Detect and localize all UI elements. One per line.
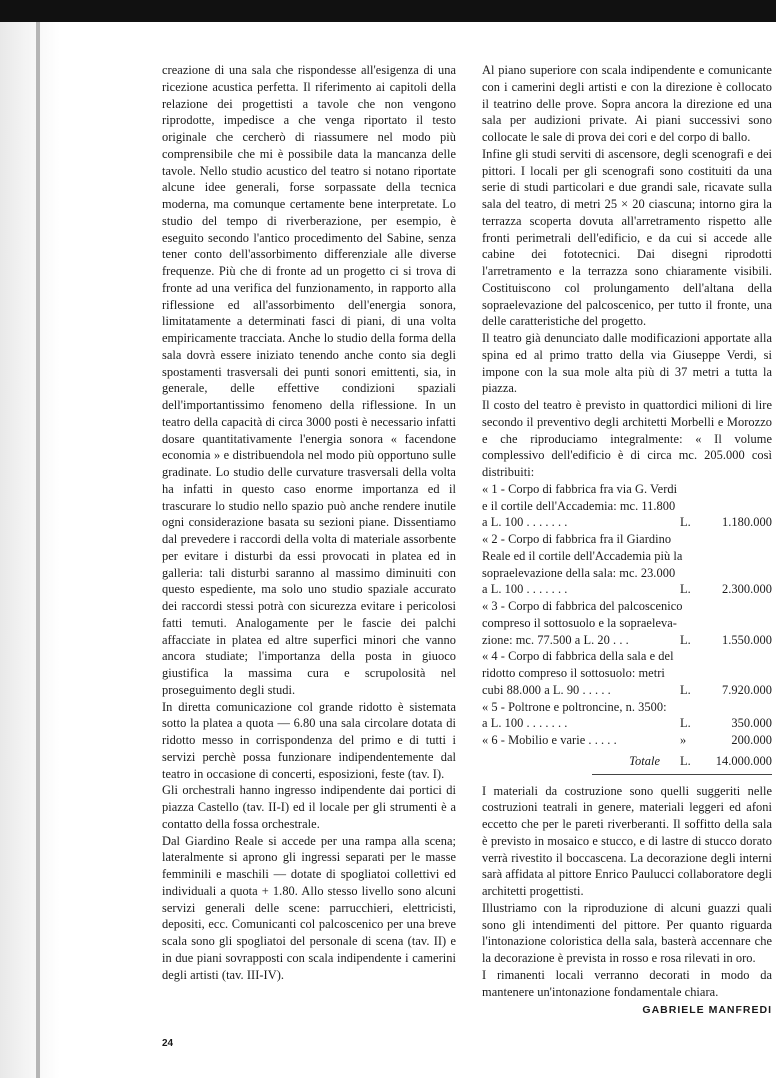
ledger-line: a L. 100 . . . . . . .	[482, 515, 568, 530]
ledger-amount: 2.300.000	[721, 582, 772, 597]
paragraph-upper-floor: Al piano superiore con scala indipendente e comunicante con i camerini degli artisti e con la direzione è collocato il teatrino delle prove. Sopra ancora la direzione ed una sala per audizioni private. Ai piani successivi sono collocate le sale di prova dei cori e del corpo di ballo.	[482, 63, 772, 144]
ledger-line: compreso il sottosuolo e la sopraeleva-	[482, 615, 677, 630]
ledger-item	[482, 699, 772, 733]
ledger-line: Reale ed il cortile dell'Accademia più la	[482, 548, 683, 563]
paragraph-acoustics: creazione di una sala che rispondesse all'esigenza di una ricezione acustica perfetta. Il riferimento ai capitoli della relazione dei progettisti a tavole che non vengono riprodotte, impedisce a che venga riportato il testo originale che cercherò di riassumere nel modo più comprensibile che mi è possibile data la mancanza delle tavole. Nello studio acustico del teatro si notano riportate alcune idee generali, forse sorpassate della tecnica moderna, ma comunque certamente bene interpretate. Lo studio del tempo di riverberazione, per esempio, è eseguito secondo l'antico procedimento del Sabine, senza tener conto dell'assorbimento differenziale alle diverse frequenze. Più che di fronte ad un progetto ci si trova di fronte ad una verifica del funzionamento, in rapporto alla riflessione ed all'assorbimento dell'energia sonora, limitatamente a determinati fasci di piani, di una volta empiricamente tracciata. Anche lo studio della forma della sala dovrà essere iniziato tenendo anche conto sia degli spostamenti trasversali dei punti sonori emittenti, sia, in generale, delle effettive condizioni spaziali dell'importantissimo fenomeno della riflessione. In un teatro della capacità di circa 3000 posti è necessario infatti dosare quantitativamente l'energia sonora « facendone economia » e distribuendola nel modo più opportuno sulle gradinate. Lo studio delle curvature trasversali della volta ha infatti in questo caso enorme importanza ed il trascurare lo studio nello spazio può anche rendere inutile ogni considerazione basata su sezioni piane. Dissentiamo dal prevedere i raccordi della volta di materiale assorbente per evitare i disturbi da essi provocati in platea ed in galleria: tali disturbi saranno al massimo diminuiti con questo espediente, ma solo uno studio spaziale accurato dei raccordi stessi potrà con sicurezza evitare i pericolosi fatti temuti. Analogamente per le fascie dei palchi affacciate in platea ed altre superfici minori che vanno ancora studiate; l'importanza della posta in giuoco giustifica la massima cura e scrupolosità nel proseguimento degli studi.	[162, 63, 456, 697]
ledger-currency: »	[680, 733, 687, 747]
ledger-amount: 350.000	[731, 716, 772, 731]
total-rule	[592, 774, 772, 775]
paragraph-remaining-rooms: I rimanenti locali verranno decorati in modo da mantenere un'intonazione fondamentale chiara.	[482, 967, 772, 999]
total-label: Totale	[629, 753, 660, 768]
ledger-line: e il cortile dell'Accademia: mc. 11.800	[482, 498, 676, 513]
ledger-total	[482, 753, 772, 770]
paragraph-stage-access: Dal Giardino Reale si accede per una rampa alla scena; lateralmente si aprono gli ingressi separati per le masse femminili e maschili — dotate di spogliatoi collettivi ed individuali a quota + 1.80. Allo stesso livello sono alcuni servizi generali delle scene: parrucchieri, elettricisti, depositi, ecc. Comunicanti col palcoscenico per una breve scala sono gli spogliatoi del personale di scena (tav. II) e in due piani sovrapposti con scala indipendente i camerini degli artisti (tav. III-IV).	[162, 833, 456, 982]
paragraph-materials: I materiali da costruzione sono quelli suggeriti nelle costruzioni teatrali in genere, materiali leggeri ed afoni eccetto che per le pareti riverberanti. Il soffitto della sala è previsto in mosaico e stucco, e di lastre di stucco dorato verrà rivestito il boccascena. La decorazione degli interni sarà affidata al pittore Enrico Paulucci collaboratore degli architetti progettisti.	[482, 783, 772, 898]
total-amount: 14.000.000	[715, 753, 772, 768]
ledger-line: « 5 - Poltrone e poltroncine, n. 3500:	[482, 699, 667, 714]
ledger-line: « 4 - Corpo di fabbrica della sala e del	[482, 649, 674, 664]
binding-edge	[36, 22, 40, 1078]
ledger-item	[482, 598, 772, 648]
ledger-item	[482, 481, 772, 531]
paragraph-scenographers: Infine gli studi serviti di ascensore, degli scenografi e dei pittori. I locali per gli scenografi sono costituiti da una serie di studi particolari e due grandi sale, ricavate sulla sala del teatro, di metri 25 × 20 ciascuna; intorno gira la terrazza scoperta dovuta all'arretramento rispetto alle fronti perimetrali dell'edificio, e da cui si accede alle cabine dei fototecnici. Dai disegni riprodotti l'arretramento e la terrazza sono chiaramente visibili. Costituiscono col prolungamento dell'altana della sopraelevazione del palcoscenico, per tutto il fronte, una delle caratteristiche del progetto.	[482, 146, 772, 329]
scan-top-border	[0, 0, 776, 22]
ledger-line: « 3 - Corpo di fabbrica del palcoscenico	[482, 599, 683, 613]
ledger-line: zione: mc. 77.500 a L. 20 . . .	[482, 632, 629, 647]
ledger-item	[482, 648, 772, 698]
ledger-line: ridotto compreso il sottosuolo: metri	[482, 666, 665, 680]
left-text-column	[162, 62, 456, 983]
ledger-amount: 200.000	[731, 733, 772, 747]
author-signature: GABRIELE MANFREDI	[642, 1004, 772, 1017]
page-gutter-shadow	[0, 0, 60, 1078]
ledger-line: cubi 88.000 a L. 90 . . . . .	[482, 682, 611, 697]
ledger-currency: L.	[680, 632, 691, 647]
paragraph-theatre-height: Il teatro già denunciato dalle modificazioni apportate alla spina ed al primo tratto della via Giuseppe Verdi, si impone con la sua mole alta più di 37 metri a tutta la piazza.	[482, 331, 772, 396]
ledger-amount: 1.550.000	[721, 632, 772, 647]
cost-ledger	[482, 481, 772, 775]
total-currency: L.	[680, 753, 691, 768]
paragraph-gouaches: Illustriamo con la riproduzione di alcuni guazzi quali sono gli intendimenti del pittore. Per quanto riguarda l'intonazione coloristica della sala, basterà accennare che la decorazione è prevista in rosso e rosa rilevati in oro.	[482, 900, 772, 965]
ledger-line: « 1 - Corpo di fabbrica fra via G. Verdi	[482, 481, 678, 496]
ledger-amount: 1.180.000	[721, 515, 772, 530]
ledger-currency: L.	[680, 716, 691, 731]
right-text-column	[482, 62, 772, 1019]
ledger-line: « 6 - Mobilio e varie . . . . .	[482, 733, 617, 747]
ledger-currency: L.	[680, 582, 691, 597]
paragraph-orchestra-entrance: Gli orchestrali hanno ingresso indipendente dai portici di piazza Castello (tav. II-I) ed il locale per gli strumenti è a contatto della fossa orchestrale.	[162, 783, 456, 831]
ledger-currency: L.	[680, 682, 691, 697]
ledger-currency: L.	[680, 515, 691, 530]
paragraph-circular-hall: In diretta comunicazione col grande ridotto è sistemata sotto la platea a quota — 6.80 una sala circolare dotata di ridotto messo in corrispondenza del primo e di tutti i servizi perchè possa funzionare indipendentemente dal teatro in occasione di concerti, esposizioni, feste (tav. I).	[162, 699, 456, 781]
ledger-amount: 7.920.000	[721, 682, 772, 697]
paragraph-cost: Il costo del teatro è previsto in quattordici milioni di lire secondo il preventivo degli architetti Morbelli e Morozzo e che riproduciamo integralmente: « Il volume complessivo dell'edificio è di circa mc. 205.000 così distribuiti:	[482, 398, 772, 479]
ledger-item	[482, 732, 772, 749]
ledger-line: sopraelevazione della sala: mc. 23.000	[482, 565, 676, 580]
ledger-line: a L. 100 . . . . . . .	[482, 716, 568, 731]
page-number: 24	[162, 1038, 174, 1049]
ledger-line: « 2 - Corpo di fabbrica fra il Giardino	[482, 532, 672, 546]
ledger-line: a L. 100 . . . . . . .	[482, 582, 568, 597]
ledger-item	[482, 531, 772, 598]
